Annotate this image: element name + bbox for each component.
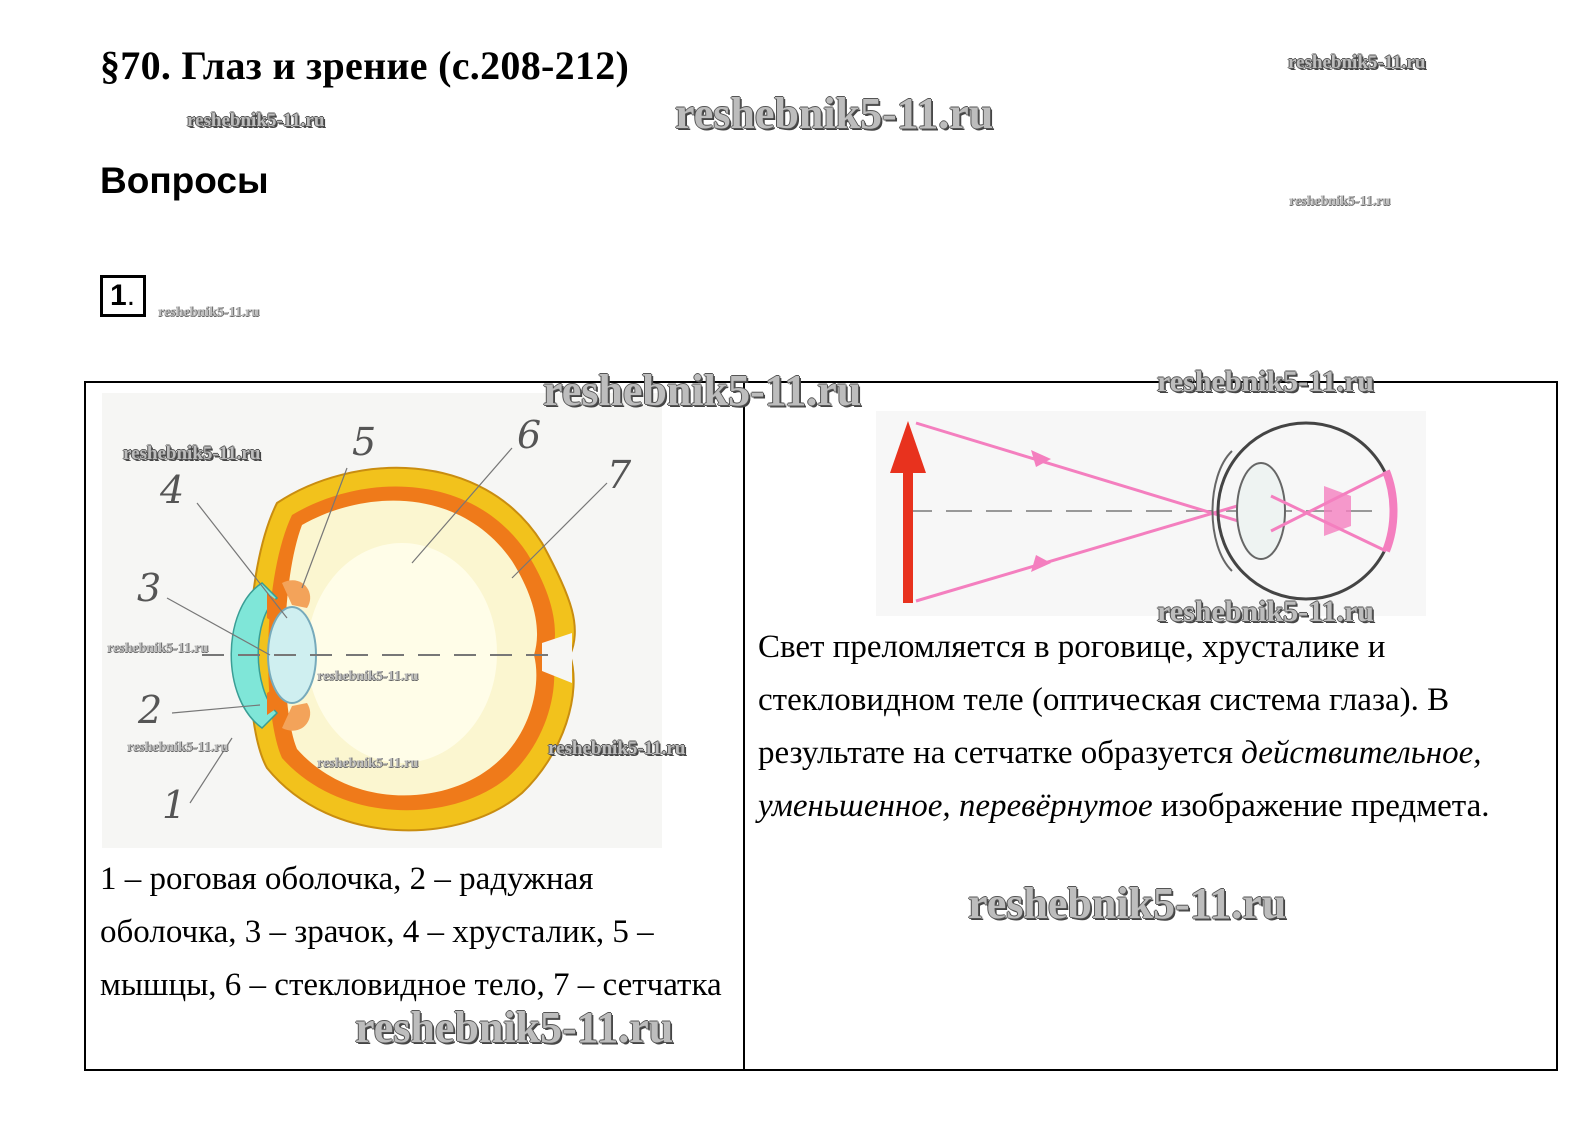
answer-table: [84, 381, 1558, 1071]
watermark: reshebnik5-11.ru: [187, 110, 325, 131]
watermark: reshebnik5-11.ru: [158, 305, 260, 320]
section-heading: Вопросы: [100, 160, 269, 201]
figure-label-6: 6: [517, 413, 542, 457]
watermark: reshebnik5-11.ru: [543, 366, 862, 415]
explanation-text-1: Свет преломляется в роговице, хрусталике и стекловидном теле (оптическая система глаза). В результате на сетчатке образуется: [758, 629, 1450, 771]
watermark: reshebnik5-11.ru: [1288, 52, 1426, 73]
watermark: reshebnik5-11.ru: [548, 738, 686, 759]
watermark: reshebnik5-11.ru: [1289, 194, 1391, 209]
figure-label-3: 3: [137, 566, 162, 610]
question-number: 1: [110, 279, 127, 312]
watermark: reshebnik5-11.ru: [968, 879, 1287, 928]
watermark: reshebnik5-11.ru: [355, 1003, 674, 1052]
question-number-dot: .: [126, 279, 136, 312]
watermark: reshebnik5-11.ru: [1157, 365, 1374, 398]
figure-label-7: 7: [607, 453, 632, 497]
table-divider: [743, 383, 745, 1069]
eye-parts-legend: 1 – роговая оболочка, 2 – радужная оболочка, 3 – зрачок, 4 – хрусталик, 5 – мышцы, 6 – стекловидное тело, 7 – сетчатка: [100, 861, 722, 1003]
watermark: reshebnik5-11.ru: [317, 669, 419, 684]
explanation-text-2: изображение предмета.: [1152, 788, 1490, 824]
watermark: reshebnik5-11.ru: [123, 443, 261, 464]
figure-label-1: 1: [162, 783, 187, 827]
watermark: reshebnik5-11.ru: [317, 756, 419, 771]
image-formation-diagram: [876, 411, 1426, 616]
figure-label-5: 5: [352, 420, 377, 464]
watermark: reshebnik5-11.ru: [127, 740, 229, 755]
figure-label-4: 4: [160, 468, 185, 512]
page-title: §70. Глаз и зрение (с.208-212): [100, 43, 630, 88]
question-number-box: [100, 275, 146, 317]
figure-label-2: 2: [138, 688, 163, 732]
watermark: reshebnik5-11.ru: [675, 89, 994, 138]
explanation-italic: действительное, уменьшенное, перевёрнутое: [758, 735, 1482, 824]
watermark: reshebnik5-11.ru: [107, 641, 209, 656]
answer-explanation: [758, 621, 1548, 833]
watermark: reshebnik5-11.ru: [1157, 595, 1374, 628]
